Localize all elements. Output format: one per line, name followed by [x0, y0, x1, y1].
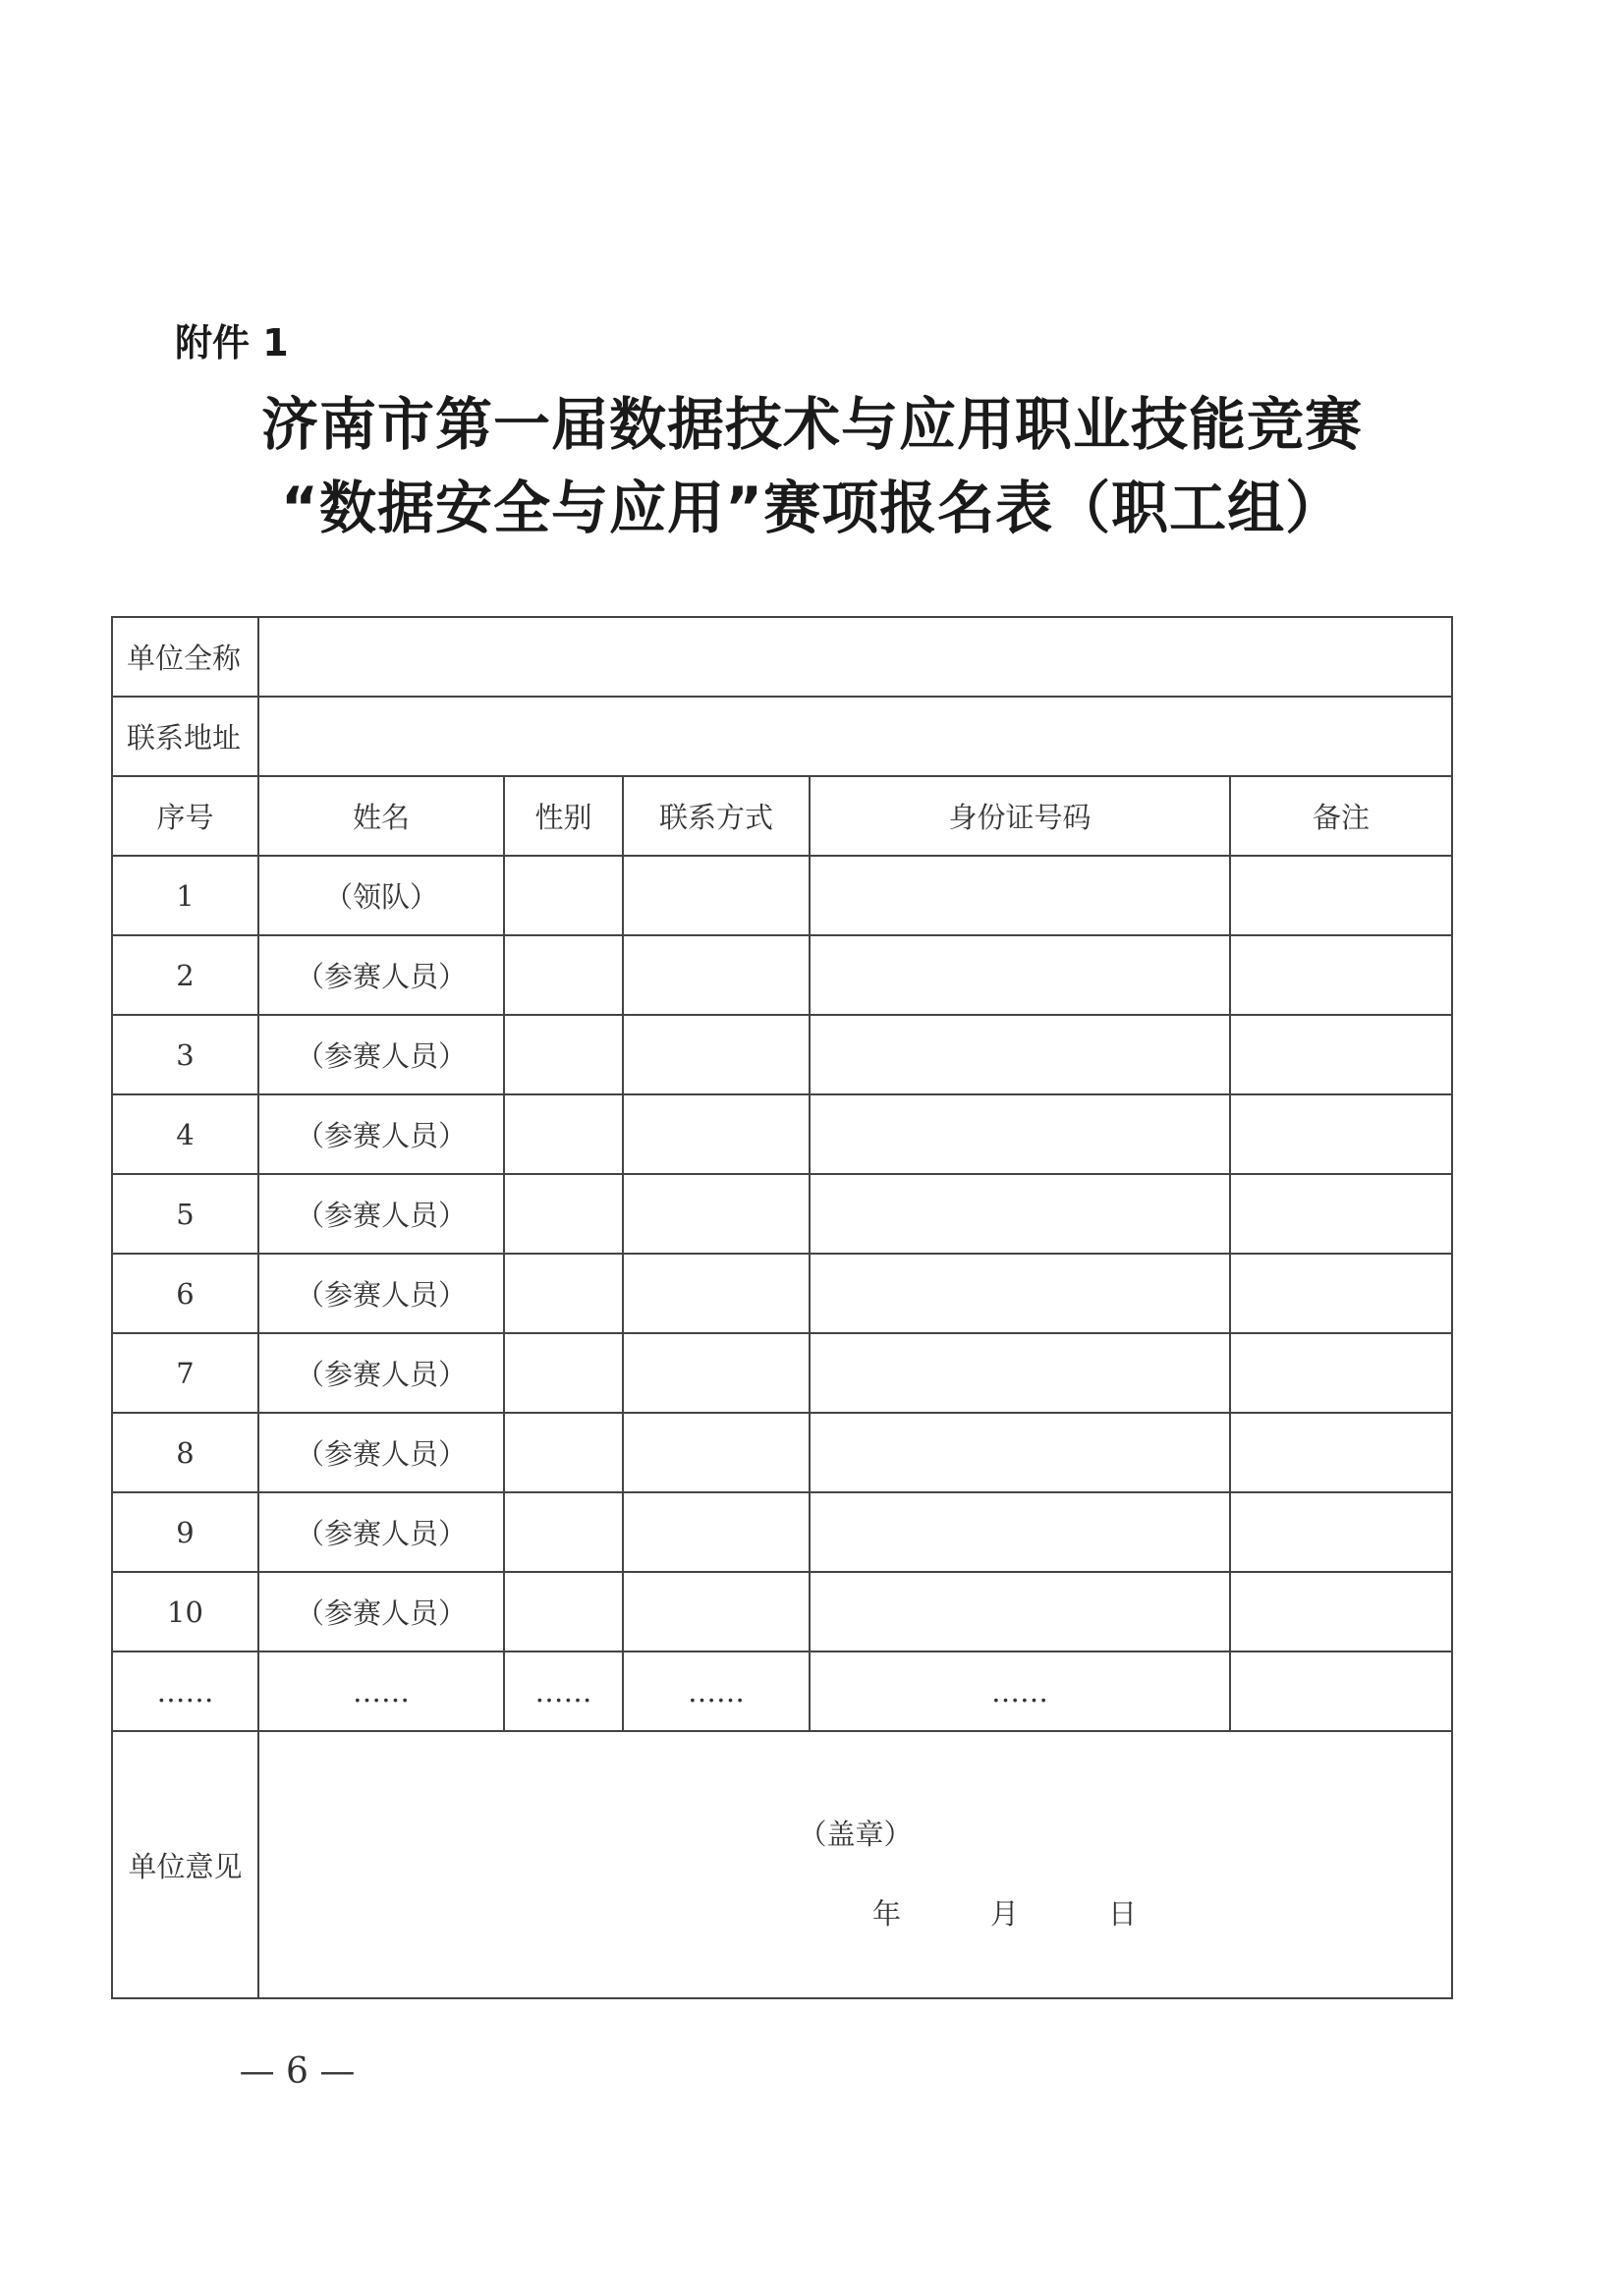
- table-row: [112, 1333, 1452, 1413]
- gender-cell[interactable]: [504, 1254, 623, 1333]
- id-number-cell[interactable]: [810, 1492, 1230, 1572]
- ellipsis-cell: [1230, 1651, 1452, 1731]
- column-header-name: 姓名: [258, 776, 504, 856]
- row-name-cell[interactable]: （参赛人员）: [258, 1333, 504, 1413]
- seal-placeholder: （盖章）: [798, 1818, 913, 1851]
- remarks-cell[interactable]: [1230, 1572, 1452, 1651]
- remarks-cell[interactable]: [1230, 1015, 1452, 1094]
- column-header-gender: 性别: [504, 776, 623, 856]
- unit-opinion-row: [112, 1731, 1452, 1998]
- unit-name-row: [112, 617, 1452, 697]
- gender-cell[interactable]: [504, 856, 623, 935]
- table-row: [112, 1254, 1452, 1333]
- id-number-cell[interactable]: [810, 1015, 1230, 1094]
- document-title-line-2: “数据安全与应用”赛项报名表（职工组）: [280, 475, 1344, 541]
- column-header-number: 序号: [112, 776, 258, 856]
- id-number-cell[interactable]: [810, 1094, 1230, 1174]
- ellipsis-cell: ……: [258, 1651, 504, 1731]
- id-number-cell[interactable]: [810, 1254, 1230, 1333]
- row-number: 5: [112, 1174, 258, 1254]
- row-name-cell[interactable]: （参赛人员）: [258, 1015, 504, 1094]
- gender-cell[interactable]: [504, 935, 623, 1015]
- row-name-cell[interactable]: （参赛人员）: [258, 1174, 504, 1254]
- unit-opinion-field[interactable]: [258, 1731, 1452, 1998]
- page-number: — 6 —: [239, 2051, 356, 2092]
- date-year-label: 年: [872, 1897, 902, 1931]
- ellipsis-cell: ……: [623, 1651, 810, 1731]
- row-name-cell[interactable]: （领队）: [258, 856, 504, 935]
- id-number-cell[interactable]: [810, 1413, 1230, 1492]
- row-number: 2: [112, 935, 258, 1015]
- contact-cell[interactable]: [623, 1174, 810, 1254]
- unit-name-label: 单位全称: [112, 617, 258, 697]
- id-number-cell[interactable]: [810, 1333, 1230, 1413]
- row-name-cell[interactable]: （参赛人员）: [258, 1572, 504, 1651]
- attachment-label: 附件 1: [175, 321, 289, 364]
- contact-cell[interactable]: [623, 1015, 810, 1094]
- gender-cell[interactable]: [504, 1015, 623, 1094]
- gender-cell[interactable]: [504, 1094, 623, 1174]
- gender-cell[interactable]: [504, 1174, 623, 1254]
- contact-cell[interactable]: [623, 1413, 810, 1492]
- ellipsis-row: [112, 1651, 1452, 1731]
- gender-cell[interactable]: [504, 1492, 623, 1572]
- address-row: [112, 697, 1452, 776]
- row-name-cell[interactable]: （参赛人员）: [258, 935, 504, 1015]
- table-row: [112, 1015, 1452, 1094]
- remarks-cell[interactable]: [1230, 1254, 1452, 1333]
- gender-cell[interactable]: [504, 1333, 623, 1413]
- contact-cell[interactable]: [623, 1094, 810, 1174]
- contact-cell[interactable]: [623, 935, 810, 1015]
- gender-cell[interactable]: [504, 1572, 623, 1651]
- unit-name-field[interactable]: [258, 617, 1452, 697]
- unit-opinion-label: 单位意见: [112, 1731, 258, 1998]
- row-name-cell[interactable]: （参赛人员）: [258, 1254, 504, 1333]
- table-row: [112, 1492, 1452, 1572]
- table-row: [112, 1094, 1452, 1174]
- table-row: [112, 856, 1452, 935]
- table-row: [112, 935, 1452, 1015]
- remarks-cell[interactable]: [1230, 1413, 1452, 1492]
- id-number-cell[interactable]: [810, 856, 1230, 935]
- id-number-cell[interactable]: [810, 935, 1230, 1015]
- id-number-cell[interactable]: [810, 1572, 1230, 1651]
- table-row: [112, 1174, 1452, 1254]
- row-number: 8: [112, 1413, 258, 1492]
- ellipsis-cell: ……: [810, 1651, 1230, 1731]
- table-row: [112, 1413, 1452, 1492]
- row-name-cell[interactable]: （参赛人员）: [258, 1094, 504, 1174]
- row-name-cell[interactable]: （参赛人员）: [258, 1413, 504, 1492]
- remarks-cell[interactable]: [1230, 856, 1452, 935]
- remarks-cell[interactable]: [1230, 1333, 1452, 1413]
- gender-cell[interactable]: [504, 1413, 623, 1492]
- address-field[interactable]: [258, 697, 1452, 776]
- row-number: 1: [112, 856, 258, 935]
- remarks-cell[interactable]: [1230, 1094, 1452, 1174]
- registration-form-table: [111, 616, 1453, 1999]
- contact-cell[interactable]: [623, 856, 810, 935]
- contact-cell[interactable]: [623, 1572, 810, 1651]
- remarks-cell[interactable]: [1230, 935, 1452, 1015]
- id-number-cell[interactable]: [810, 1174, 1230, 1254]
- row-number: 4: [112, 1094, 258, 1174]
- date-month-label: 月: [990, 1897, 1020, 1931]
- row-name-cell[interactable]: （参赛人员）: [258, 1492, 504, 1572]
- contact-cell[interactable]: [623, 1333, 810, 1413]
- row-number: 10: [112, 1572, 258, 1651]
- date-day-label: 日: [1108, 1897, 1138, 1931]
- column-header-remarks: 备注: [1230, 776, 1452, 856]
- document-title-line-1: 济南市第一届数据技术与应用职业技能竞赛: [260, 391, 1363, 458]
- remarks-cell[interactable]: [1230, 1174, 1452, 1254]
- ellipsis-cell: ……: [504, 1651, 623, 1731]
- contact-cell[interactable]: [623, 1254, 810, 1333]
- column-header-contact: 联系方式: [623, 776, 810, 856]
- row-number: 3: [112, 1015, 258, 1094]
- table-row: [112, 1572, 1452, 1651]
- ellipsis-cell: ……: [112, 1651, 258, 1731]
- row-number: 6: [112, 1254, 258, 1333]
- row-number: 7: [112, 1333, 258, 1413]
- row-number: 9: [112, 1492, 258, 1572]
- address-label: 联系地址: [112, 697, 258, 776]
- remarks-cell[interactable]: [1230, 1492, 1452, 1572]
- column-header-id-number: 身份证号码: [810, 776, 1230, 856]
- contact-cell[interactable]: [623, 1492, 810, 1572]
- table-header-row: [112, 776, 1452, 856]
